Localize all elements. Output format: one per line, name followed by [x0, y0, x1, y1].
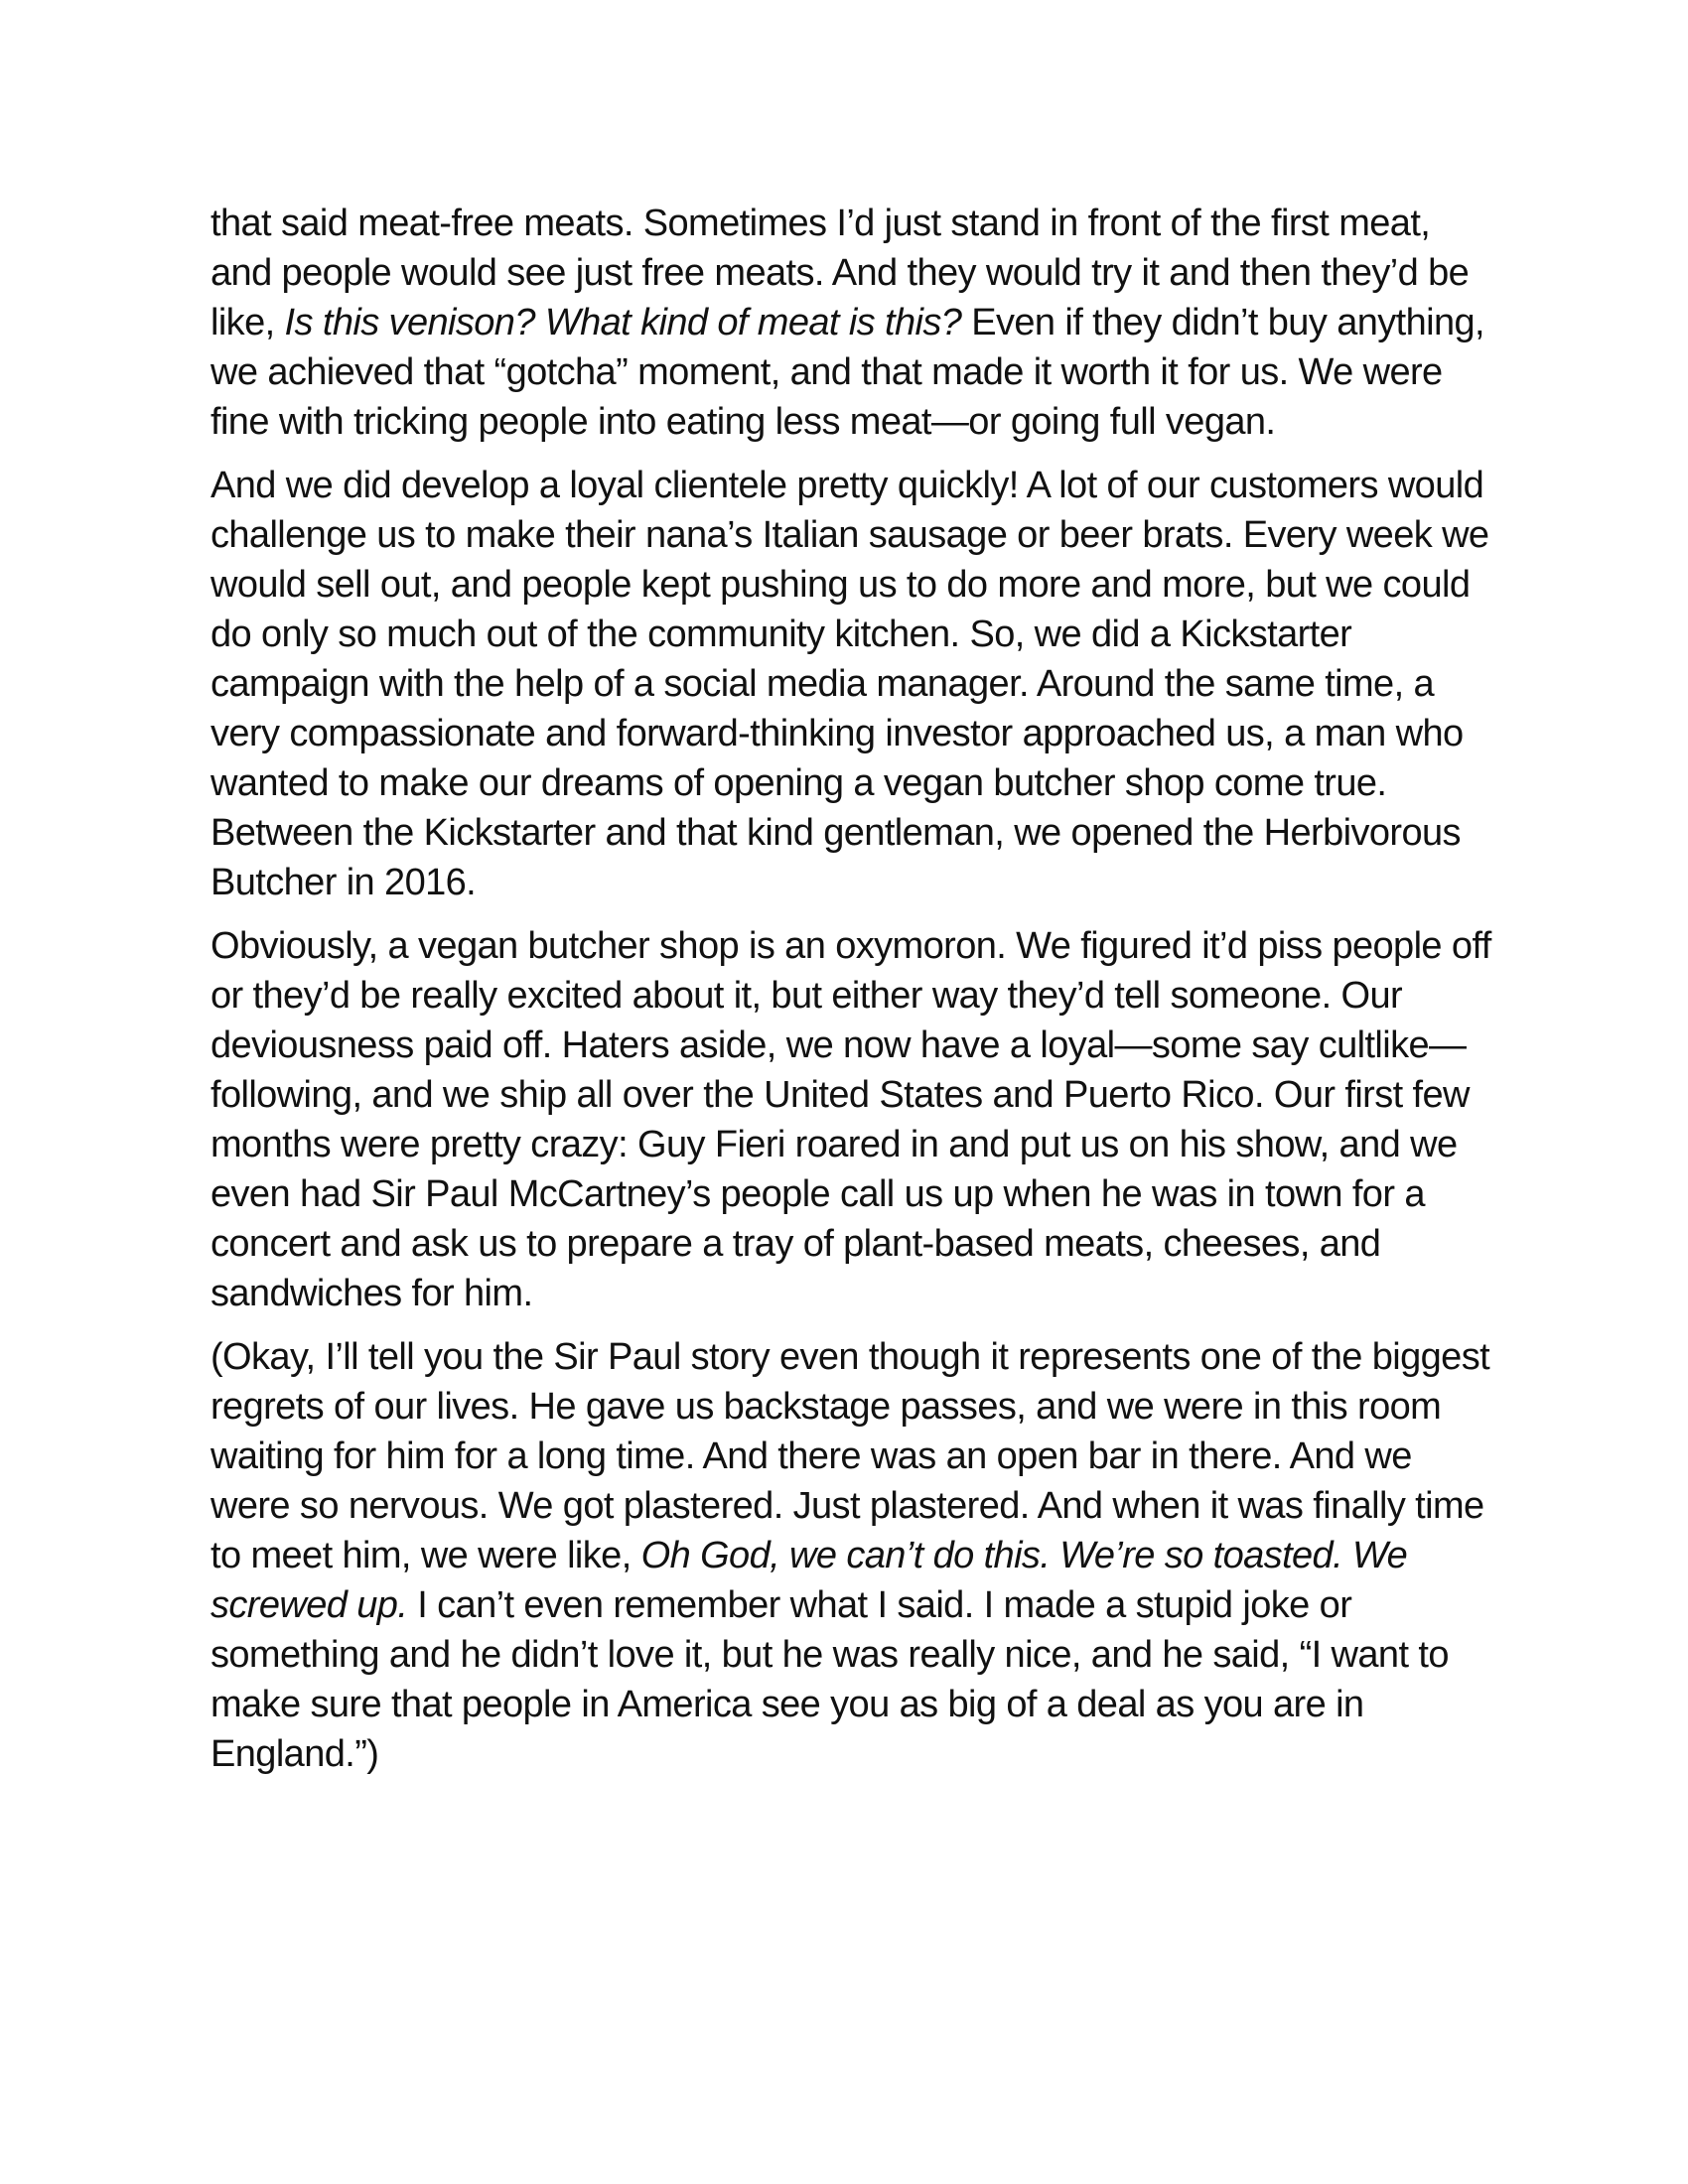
paragraph-1-text-a: that said meat-free meats. Sometimes I’d just stand in front of the first meat, and people would see just free meats. And they would try it and then they’d be like, — [211, 203, 1470, 343]
paragraph-1 — [211, 199, 1491, 447]
paragraph-1-italic-quote: Is this venison? What kind of meat is this? — [284, 302, 962, 343]
paragraph-4-italic-quote: Oh God, we can’t do this. We’re so toasted. We screwed up. — [211, 1535, 1408, 1626]
paragraph-4-text-a: (Okay, I’ll tell you the Sir Paul story even though it represents one of the biggest regrets of our lives. He gave us backstage passes, and we were in this room waiting for him for a long time. And there was an open bar in there. And we were so nervous. We got plastered. Just plastered. And when it was finally time to meet him, we were like, — [211, 1336, 1490, 1576]
paragraph-4-text-b: I can’t even remember what I said. I made a stupid joke or something and he didn’t love it, but he was really nice, and he said, “I want to make sure that people in America see you as big of a deal as you are in England.”) — [211, 1584, 1449, 1775]
paragraph-1-text-b: Even if they didn’t buy anything, we achieved that “gotcha” moment, and that made it worth it for us. We were fine with tricking people into eating less meat—or going full vegan. — [211, 302, 1485, 443]
paragraph-2: And we did develop a loyal clientele pretty quickly! A lot of our customers would challenge us to make their nana’s Italian sausage or beer brats. Every week we would sell out, and people kept pushing us to do more and more, but we could do only so much out of the community kitchen. So, we did a Kickstarter campaign with the help of a social media manager. Around the same time, a very compassionate and forward-thinking investor approached us, a man who wanted to make our dreams of opening a vegan butcher shop come true. Between the Kickstarter and that kind gentleman, we opened the Herbivorous Butcher in 2016. — [211, 465, 1489, 903]
paragraph-3: Obviously, a vegan butcher shop is an oxymoron. We figured it’d piss people off or they’d be really excited about it, but either way they’d tell someone. Our deviousness paid off. Haters aside, we now have a loyal—some say cultlike—following, and we ship all over the United States and Puerto Rico. Our first few months were pretty crazy: Guy Fieri roared in and put us on his show, and we even had Sir Paul McCartney’s people call us up when he was in town for a concert and ask us to prepare a tray of plant-based meats, cheeses, and sandwiches for him. — [211, 925, 1491, 1314]
paragraph-4 — [211, 1332, 1491, 1779]
document-body — [211, 199, 1491, 1793]
